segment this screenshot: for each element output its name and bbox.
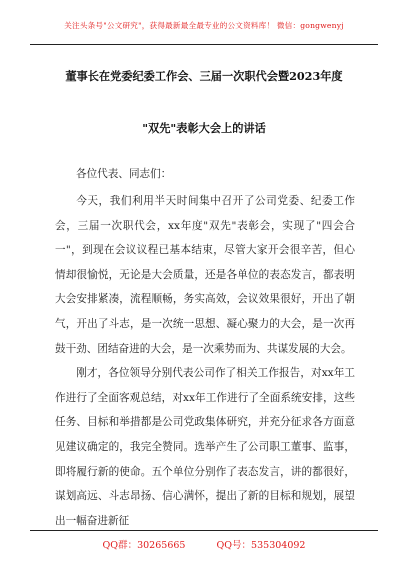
header-divider xyxy=(30,44,378,45)
document-title-line-2: "双先"表彰大会上的讲话 xyxy=(142,121,266,135)
paragraph-2: 刚才，各位领导分别代表公司作了相关工作报告，对xx年工作进行了全面客观总结，对xx年工作进行了全面系统安排，这些任务、目标和举措都是公司党政集体研究，并充分征求各方面意见建议确定的，我完全赞同。选举产生了公司职工董事、监事，即将履行新的使命。五个单位分别作了表态发言，讲的都很好，谋划高远、斗志昂扬、信心满怀，提出了新的目标和规划，展望出一幅奋进新征 xyxy=(55,367,355,527)
paragraph-1: 今天，我们利用半天时间集中召开了公司党委、纪委工作会，三届一次职代会，xx年度"双先"表彰会，实现了"四会合一"，到现在会议议程已基本结束，尽管大家开会很辛苦，但心情却很愉悦，无论是大会质量，还是各单位的表态发言，都表明大会安排紧凑，流程顺畅，务实高效，会议效果很好，开出了朝气，开出了斗志，是一次统一思想、凝心聚力的大会，是一次再鼓干劲、团结奋进的大会，是一次乘势而为、共谋发展的大会。 xyxy=(55,195,355,355)
footer-qq-number: QQ号：535304092 xyxy=(216,540,306,551)
footer-divider xyxy=(30,530,378,531)
footer-qq-group: QQ群：30265665 xyxy=(102,540,186,551)
header-note: 关注头条号"公文研究"，获得最新最全最专业的公文资料库！ 微信：gongwenyj xyxy=(64,21,344,30)
document-title-line-1: 董事长在党委纪委工作会、三届一次职代会暨2023年度 xyxy=(65,69,343,83)
body-text xyxy=(55,189,355,533)
footer xyxy=(0,537,408,551)
greeting: 各位代表、同志们： xyxy=(76,168,172,180)
